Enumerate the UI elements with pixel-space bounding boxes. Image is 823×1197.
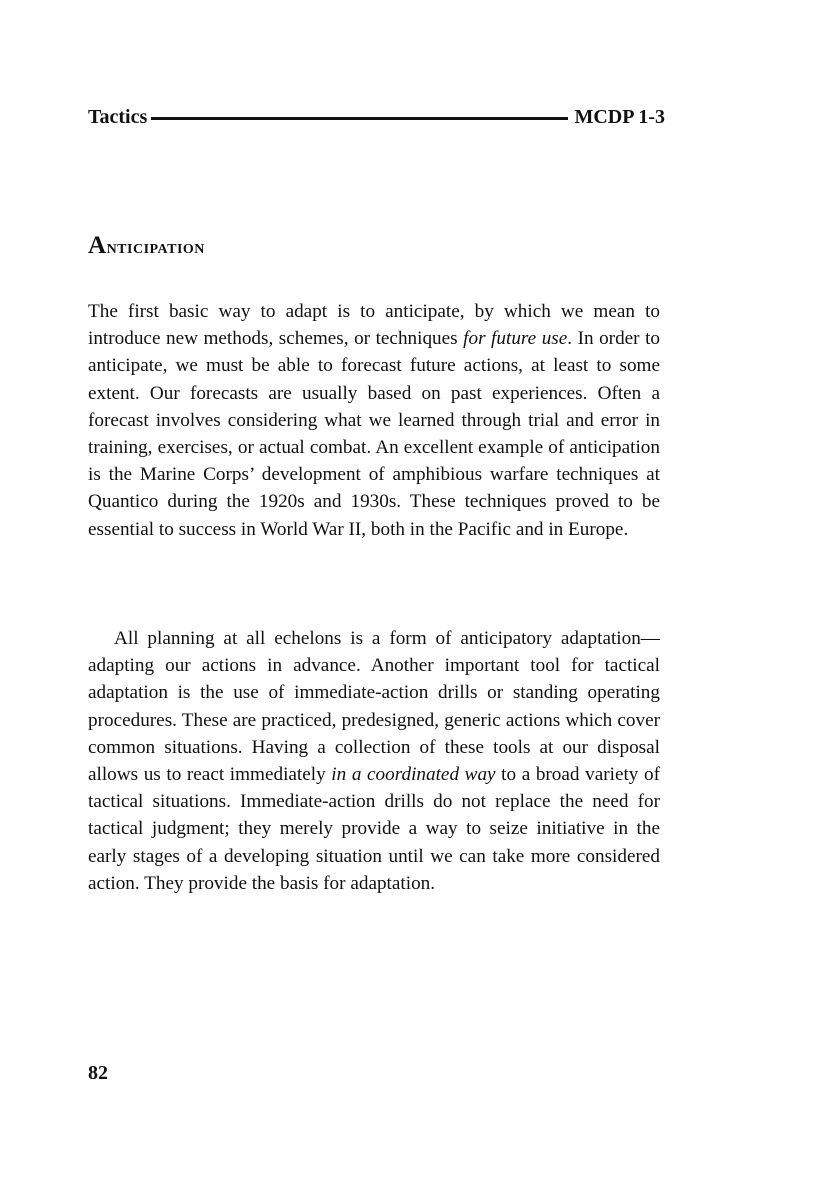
body-paragraph: [88, 625, 660, 897]
paragraph-text: All planning at all echelons is a form of anticipatory adaptation—adapting our actions in advance. Another important tool for tactical adaptation is the use of immediate-action drills or standing operating procedures. These are practiced, predesigned, generic actions which cover common situations. Having a collection of these tools at our disposal allows us to react immediately: [88, 628, 660, 786]
running-header: [88, 104, 665, 130]
paragraph-text: to a broad variety of tactical situations. Immediate-action drills do not replace the need for tactical judgment; they merely provide a way to seize initiative in the early stages of a developing situation until we can take more considered action. They provide the basis for adaptation.: [88, 764, 660, 894]
body-paragraph: [88, 298, 660, 543]
paragraph-text: The first basic way to adapt is to anticipate, by which we mean to introduce new methods, schemes, or techniques: [88, 301, 660, 350]
emphasis-text: for future use: [463, 328, 568, 350]
header-publication-id: MCDP 1-3: [574, 105, 665, 128]
header-rule: [151, 117, 568, 120]
header-book-title: Tactics: [88, 105, 148, 128]
section-heading: Anticipation: [88, 232, 205, 259]
emphasis-text: in a coordinated way: [331, 764, 496, 786]
page-number: 82: [88, 1062, 108, 1084]
paragraph-text: . In order to anticipate, we must be able to forecast future actions, at least to some extent. Our forecasts are usually based on past experiences. Often a forecast involves considering what we learned through trial and error in training, exercises, or actual combat. An excellent example of anticipation is the Marine Corps’ development of amphibious warfare techniques at Quantico during the 1920s and 1930s. These techniques proved to be essential to success in World War II, both in the Pacific and in Europe.: [88, 328, 661, 540]
